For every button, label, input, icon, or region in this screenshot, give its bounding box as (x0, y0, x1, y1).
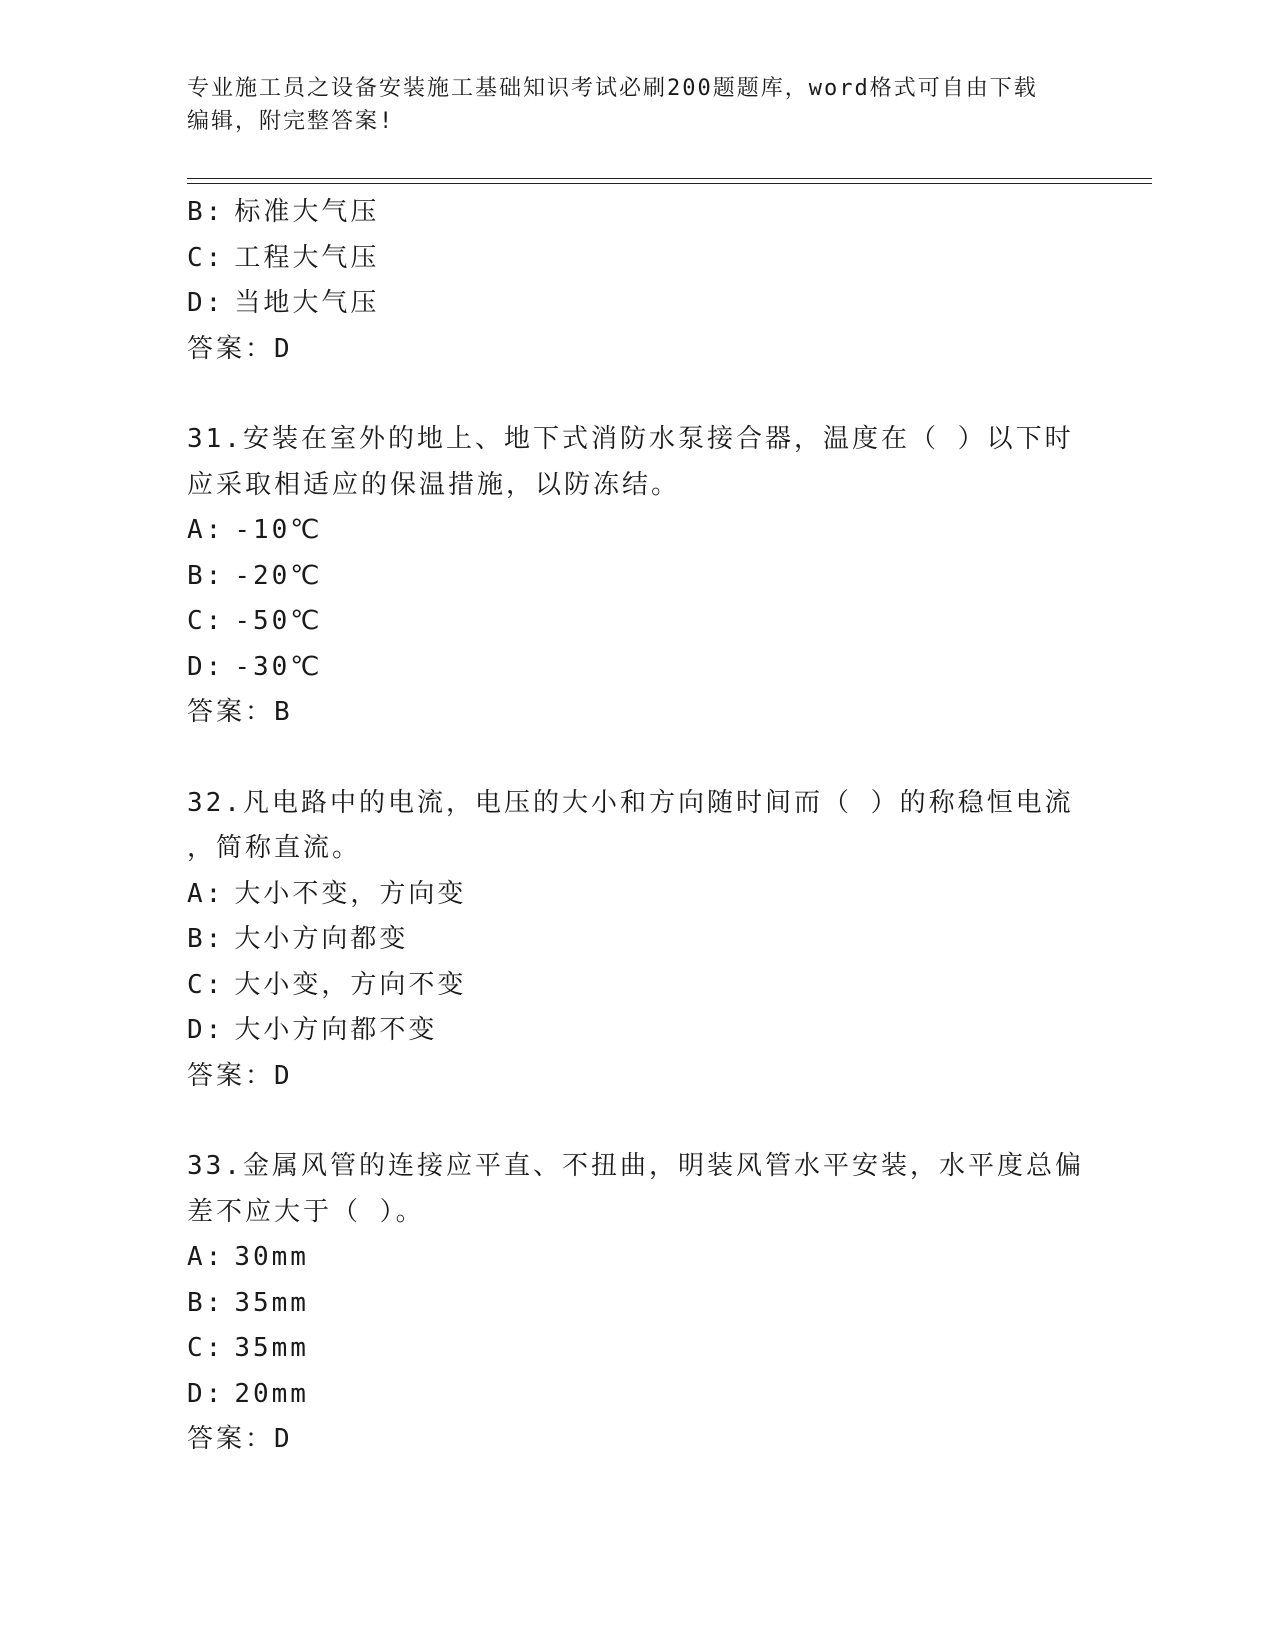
option-row (187, 1235, 1087, 1281)
option-row (187, 554, 1087, 600)
option-key: C: (187, 242, 225, 273)
answer-line: 答案：B (187, 697, 293, 727)
answer-line: 答案：D (187, 1060, 293, 1091)
option-key: C: (187, 1333, 225, 1363)
option-row (187, 645, 1087, 691)
option-text: 工程大气压 (234, 242, 380, 273)
option-key: A: (187, 515, 225, 545)
option-key: A: (187, 1242, 225, 1272)
option-key: D: (187, 651, 225, 682)
option-key: D: (187, 1378, 225, 1409)
option-text: 大小方向都不变 (234, 1015, 438, 1045)
option-key: B: (187, 560, 225, 591)
option-text: -10℃ (234, 515, 323, 545)
option-row (187, 1281, 1087, 1327)
option-row (187, 917, 1087, 963)
option-key: B: (187, 197, 225, 227)
option-text: -20℃ (234, 560, 323, 591)
spacer (187, 736, 1087, 781)
header-rule-top (187, 178, 1152, 179)
question-text-line: 32.凡电路中的电流，电压的大小和方向随时间而（ ）的称稳恒电流 (187, 787, 1074, 818)
option-key: B: (187, 1287, 225, 1318)
option-row (187, 963, 1087, 1009)
option-text: 30mm (234, 1242, 309, 1272)
option-key: C: (187, 969, 225, 1000)
option-key: D: (187, 1015, 225, 1045)
document-header (187, 72, 1087, 138)
question-block (187, 1144, 1087, 1463)
option-row (187, 281, 1087, 327)
header-line-1: 专业施工员之设备安装施工基础知识考试必刷200题题库，word格式可自由下载 (187, 76, 1038, 101)
option-text: 大小方向都变 (234, 924, 409, 954)
option-row (187, 190, 1087, 236)
header-rule-bottom (187, 183, 1152, 184)
question-text-line: 应采取相适应的保温措施，以防冻结。 (187, 469, 681, 500)
question-list (187, 190, 1087, 1463)
option-row (187, 236, 1087, 282)
option-text: 35mm (234, 1333, 309, 1363)
option-key: C: (187, 606, 225, 636)
option-row (187, 1372, 1087, 1418)
option-key: B: (187, 924, 225, 954)
option-row (187, 872, 1087, 918)
answer-line: 答案：D (187, 333, 293, 364)
carryover-block (187, 190, 1087, 372)
option-text: 20mm (234, 1378, 309, 1409)
question-text-line: 33.金属风管的连接应平直、不扭曲，明装风管水平安装，水平度总偏 (187, 1151, 1084, 1181)
option-row (187, 1008, 1087, 1054)
option-text: 标准大气压 (234, 197, 380, 227)
option-key: A: (187, 878, 225, 909)
option-text: 大小不变，方向变 (234, 878, 467, 909)
question-text-line: 31.安装在室外的地上、地下式消防水泵接合器，温度在（ ）以下时 (187, 424, 1074, 454)
answer-line: 答案：D (187, 1424, 293, 1454)
option-row (187, 508, 1087, 554)
option-text: 35mm (234, 1287, 309, 1318)
option-text: -50℃ (234, 606, 323, 636)
question-text-line: ，简称直流。 (187, 833, 362, 863)
question-block (187, 417, 1087, 736)
question-block (187, 781, 1087, 1100)
spacer (187, 372, 1087, 417)
option-key: D: (187, 288, 225, 318)
option-text: -30℃ (234, 651, 323, 682)
option-text: 大小变，方向不变 (234, 969, 467, 1000)
option-row (187, 599, 1087, 645)
question-text-line: 差不应大于（ ）。 (187, 1196, 425, 1227)
spacer (187, 1099, 1087, 1144)
header-line-2: 编辑，附完整答案! (187, 109, 395, 134)
option-row (187, 1326, 1087, 1372)
option-text: 当地大气压 (234, 288, 380, 318)
